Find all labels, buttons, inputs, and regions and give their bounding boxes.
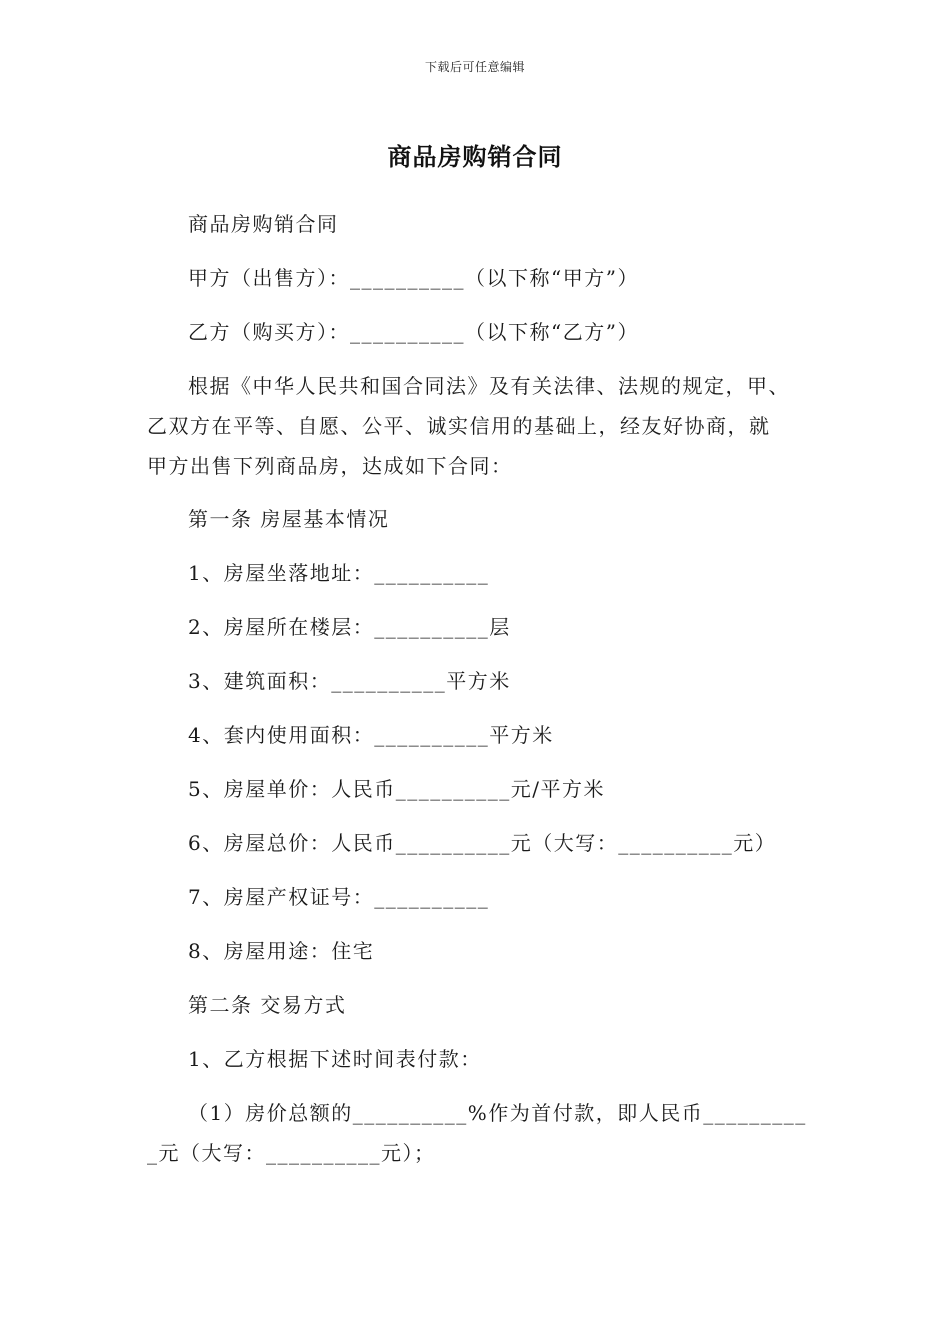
header-note: 下载后可任意编辑: [424, 60, 525, 74]
article-2-heading: 第二条 交易方式: [188, 993, 347, 1017]
preamble-line-3: 甲方出售下列商品房，达成如下合同：: [147, 454, 513, 478]
clause-payment-schedule: 1、乙方根据下述时间表付款：: [188, 1047, 482, 1071]
subtitle-line: 商品房购销合同: [188, 212, 339, 236]
clause-building-area: 3、建筑面积：__________平方米: [188, 669, 511, 693]
clause-unit-price: 5、房屋单价：人民币__________元/平方米: [188, 777, 605, 801]
clause-usage: 8、房屋用途：住宅: [188, 939, 375, 963]
preamble-line-1: 根据《中华人民共和国合同法》及有关法律、法规的规定，甲、: [188, 374, 790, 398]
document-title: 商品房购销合同: [387, 143, 563, 171]
clause-total-price: 6、房屋总价：人民币__________元（大写：__________元）: [188, 831, 777, 855]
clause-address: 1、房屋坐落地址：__________: [188, 561, 490, 585]
preamble-line-2: 乙双方在平等、自愿、公平、诚实信用的基础上，经友好协商，就: [147, 414, 771, 438]
clause-certificate-number: 7、房屋产权证号：__________: [188, 885, 490, 909]
clause-inner-area: 4、套内使用面积：__________平方米: [188, 723, 554, 747]
clause-down-payment-line-1: （1）房价总额的__________%作为首付款，即人民币_________: [188, 1101, 807, 1125]
party-b-line: 乙方（购买方）：__________（以下称“乙方”）: [188, 320, 639, 344]
clause-down-payment-line-2: _元（大写：__________元）；: [147, 1141, 436, 1165]
article-1-heading: 第一条 房屋基本情况: [188, 507, 390, 531]
clause-floor: 2、房屋所在楼层：__________层: [188, 615, 511, 639]
party-a-line: 甲方（出售方）：__________（以下称“甲方”）: [188, 266, 639, 290]
